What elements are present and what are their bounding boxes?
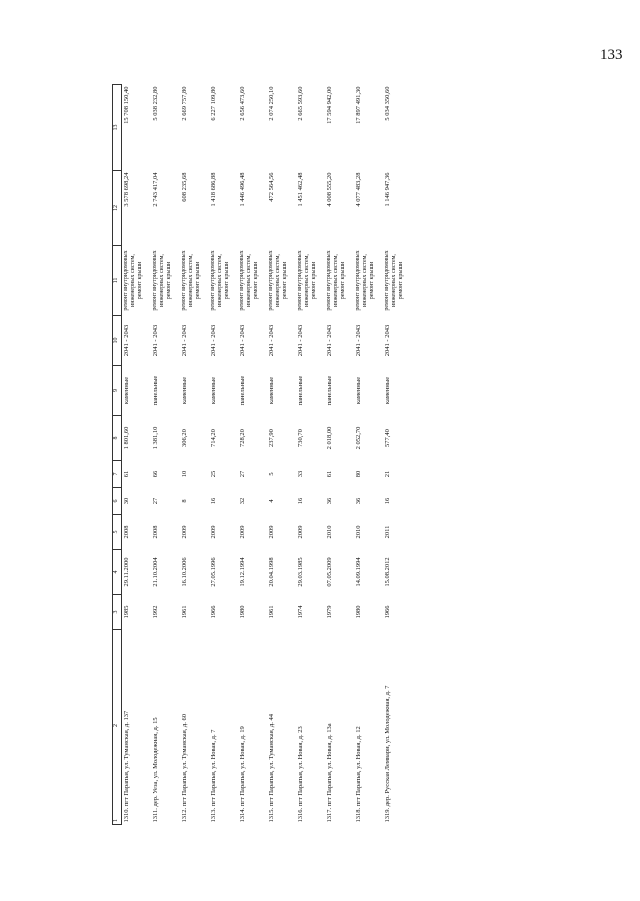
row-address: пгт Парапьи, ул. Туманская, д. 44	[267, 714, 275, 807]
cell-c4: 21.10.2004	[151, 557, 159, 587]
cell-c9: панельные	[151, 375, 159, 406]
cell-c6: 30	[122, 497, 130, 505]
row-number: 1311.	[151, 808, 159, 823]
cell-c9: каменные	[354, 376, 362, 405]
cell-c10: 2041 - 2043	[180, 324, 188, 357]
row-number: 1315.	[267, 807, 275, 823]
cell-c6: 4	[267, 499, 275, 503]
cell-c10: 2041 - 2043	[267, 324, 275, 357]
cell-c12: 1 146 947,36	[383, 172, 391, 207]
row-number: 1314.	[238, 807, 246, 823]
cell-c5: 2010	[354, 525, 362, 539]
row-number: 1317.	[325, 807, 333, 823]
header-cell: 10	[113, 316, 122, 366]
cell-c7: 21	[383, 470, 391, 478]
cell-c11: ремонт внутридомовых инженерных систем, ремонт крыши	[151, 250, 172, 311]
cell-c13: 5 038 232,80	[151, 86, 159, 121]
table-row	[238, 85, 267, 825]
cell-c8: 1 801,60	[122, 426, 130, 450]
row-address: дер. Русская Лемвари, ул. Молодежная, д. 7	[383, 685, 391, 807]
cell-c11: ремонт внутридомовых инженерных систем, ремонт крыши	[296, 250, 317, 311]
cell-c7: 10	[180, 470, 188, 478]
row-number: 1313.	[209, 807, 217, 823]
cell-c8: 2 018,00	[325, 426, 333, 450]
cell-c5: 2008	[122, 525, 130, 539]
cell-c11: ремонт внутридомовых инженерных систем, ремонт крыши	[209, 250, 230, 311]
table-row	[151, 85, 180, 825]
cell-c4: 14.09.1994	[354, 557, 362, 587]
header-cell: 8	[113, 416, 122, 461]
cell-c10: 2041 - 2043	[122, 324, 130, 357]
row-address: пгт Парапьи, ул. Туманская, д. 137	[122, 710, 130, 807]
row-number: 1310.	[122, 807, 130, 823]
cell-c4: 07.05.2009	[325, 557, 333, 587]
cell-c3: 1980	[354, 605, 362, 619]
address-cell	[121, 630, 151, 825]
header-cell: 6	[113, 488, 122, 515]
cell-c8: 728,20	[238, 429, 246, 447]
cell-c9: каменные	[383, 376, 391, 405]
cell-c4: 15.08.2012	[383, 557, 391, 587]
cell-c10: 2041 - 2043	[383, 324, 391, 357]
cell-c9: каменные	[122, 376, 130, 405]
cell-c6: 36	[354, 497, 362, 505]
cell-c4: 20.04.1998	[267, 557, 275, 587]
cell-c9: каменные	[180, 376, 188, 405]
address-cell	[151, 630, 180, 825]
cell-c13: 15 708 150,40	[122, 86, 130, 124]
cell-c6: 32	[238, 497, 246, 505]
cell-c6: 27	[151, 497, 159, 505]
header-cell: 11	[113, 246, 122, 316]
cell-c13: 2 074 250,10	[267, 86, 275, 121]
header-cell: 12	[113, 171, 122, 246]
cell-c4: 29.03.1985	[296, 557, 304, 587]
cell-c6: 16	[209, 497, 217, 505]
cell-c5: 2009	[296, 525, 304, 539]
row-address: дер. Уеза, ул. Молодежная, д. 15	[151, 717, 159, 807]
cell-c5: 2009	[238, 525, 246, 539]
cell-c9: панельные	[296, 375, 304, 406]
page-number: 133	[600, 47, 623, 63]
cell-c12: 4 008 555,20	[325, 172, 333, 207]
address-cell	[296, 630, 325, 825]
cell-c7: 80	[354, 470, 362, 478]
cell-c7: 27	[238, 470, 246, 478]
cell-c4: 16.10.2006	[180, 557, 188, 587]
cell-c11: ремонт внутридомовых инженерных систем, ремонт крыши	[267, 250, 288, 311]
row-number: 1318.	[354, 807, 362, 823]
cell-c9: каменные	[267, 376, 275, 405]
cell-c12: 1 451 462,48	[296, 172, 304, 207]
address-cell	[238, 630, 267, 825]
row-number: 1312.	[180, 807, 188, 823]
cell-c13: 5 034 350,60	[383, 86, 391, 121]
cell-c8: 237,90	[267, 429, 275, 447]
table-row	[383, 85, 412, 825]
cell-c8: 1 381,10	[151, 426, 159, 450]
cell-c13: 17 897 491,30	[354, 86, 362, 124]
cell-c3: 1985	[122, 605, 130, 619]
header-cell: 1 2	[113, 630, 122, 825]
header-cell: 7	[113, 461, 122, 488]
table-row	[325, 85, 354, 825]
cell-c5: 2011	[383, 525, 391, 539]
cell-c11: ремонт внутридомовых инженерных систем, ремонт крыши	[238, 250, 259, 311]
cell-c7: 61	[122, 470, 130, 478]
cell-c12: 3 578 698,24	[122, 172, 130, 207]
address-cell	[209, 630, 238, 825]
cell-c6: 8	[180, 499, 188, 503]
data-table	[112, 84, 412, 825]
header-cell: 3	[113, 595, 122, 630]
row-number: 1316.	[296, 807, 304, 823]
cell-c13: 6 227 109,80	[209, 86, 217, 121]
header-cell: 13	[113, 85, 122, 171]
cell-c13: 2 656 473,60	[238, 86, 246, 121]
cell-c6: 16	[296, 497, 304, 505]
cell-c10: 2041 - 2043	[325, 324, 333, 357]
row-address: пгт Парапьи, ул. Новая, д. 19	[238, 726, 246, 807]
row-address: пгт Парапьи, ул. Новая, д. 13а	[325, 723, 333, 807]
cell-c12: 4 077 483,28	[354, 172, 362, 207]
cell-c8: 2 052,70	[354, 426, 362, 450]
cell-c6: 16	[383, 497, 391, 505]
cell-c11: ремонт внутридомовых инженерных систем, ремонт крыши	[180, 250, 201, 311]
cell-c10: 2041 - 2043	[296, 324, 304, 357]
cell-c6: 36	[325, 497, 333, 505]
cell-c7: 25	[209, 470, 217, 478]
cell-c3: 1979	[325, 605, 333, 619]
cell-c4: 29.11.2000	[122, 557, 130, 587]
cell-c11: ремонт внутридомовых инженерных систем, ремонт крыши	[383, 250, 404, 311]
cell-c7: 61	[325, 470, 333, 478]
cell-c10: 2041 - 2043	[151, 324, 159, 357]
cell-c7: 66	[151, 470, 159, 478]
cell-c3: 1966	[383, 605, 391, 619]
row-address: пгт Парапьи, ул. Туманская, д. 60	[180, 714, 188, 807]
cell-c12: 608 235,68	[180, 172, 188, 202]
cell-c5: 2009	[180, 525, 188, 539]
header-cell: 4	[113, 550, 122, 595]
cell-c3: 1980	[238, 605, 246, 619]
cell-c12: 472 564,56	[267, 172, 275, 202]
cell-c3: 1974	[296, 605, 304, 619]
cell-c8: 714,20	[209, 429, 217, 447]
cell-c12: 1 446 496,48	[238, 172, 246, 207]
cell-c9: каменные	[209, 376, 217, 405]
cell-c9: панельные	[238, 375, 246, 406]
cell-c8: 577,40	[383, 429, 391, 447]
cell-c3: 1992	[151, 605, 159, 619]
address-cell	[325, 630, 354, 825]
cell-c11: ремонт внутридомовых инженерных систем, ремонт крыши	[354, 250, 375, 311]
table-row	[354, 85, 383, 825]
cell-c12: 1 418 686,88	[209, 172, 217, 207]
cell-c5: 2009	[267, 525, 275, 539]
table-row	[180, 85, 209, 825]
table-row	[296, 85, 325, 825]
row-number: 1319.	[383, 807, 391, 823]
rotated-table-sheet	[112, 85, 522, 825]
address-cell	[383, 630, 412, 825]
cell-c10: 2041 - 2043	[354, 324, 362, 357]
column-number-header	[113, 85, 122, 825]
header-cell: 5	[113, 515, 122, 550]
cell-c7: 33	[296, 470, 304, 478]
cell-c13: 2 665 593,60	[296, 86, 304, 121]
cell-c10: 2041 - 2043	[238, 324, 246, 357]
cell-c8: 306,20	[180, 429, 188, 447]
table-row	[267, 85, 296, 825]
table-row	[209, 85, 238, 825]
cell-c11: ремонт внутридомовых инженерных систем, ремонт крыши	[325, 250, 346, 311]
cell-c13: 2 669 757,80	[180, 86, 188, 121]
cell-c11: ремонт внутридомовых инженерных систем, ремонт крыши	[122, 250, 143, 311]
cell-c13: 17 594 942,00	[325, 86, 333, 124]
address-cell	[180, 630, 209, 825]
cell-c9: панельные	[325, 375, 333, 406]
row-address: пгт Парапьи, ул. Новая, д. 23	[296, 726, 304, 807]
table-row	[121, 85, 151, 825]
row-address: пгт Парапьи, ул. Новая, д. 12	[354, 726, 362, 807]
cell-c8: 730,70	[296, 429, 304, 447]
cell-c12: 2 743 417,04	[151, 172, 159, 207]
cell-c3: 1961	[267, 605, 275, 619]
cell-c5: 2008	[151, 525, 159, 539]
cell-c5: 2010	[325, 525, 333, 539]
header-cell: 9	[113, 366, 122, 416]
cell-c5: 2009	[209, 525, 217, 539]
address-cell	[267, 630, 296, 825]
address-cell	[354, 630, 383, 825]
cell-c3: 1966	[209, 605, 217, 619]
cell-c7: 5	[267, 472, 275, 476]
cell-c4: 27.05.1996	[209, 557, 217, 587]
cell-c10: 2041 - 2043	[209, 324, 217, 357]
cell-c4: 19.12.1994	[238, 557, 246, 587]
row-address: пгт Парапьи, ул. Новая, д. 7	[209, 729, 217, 807]
cell-c3: 1961	[180, 605, 188, 619]
